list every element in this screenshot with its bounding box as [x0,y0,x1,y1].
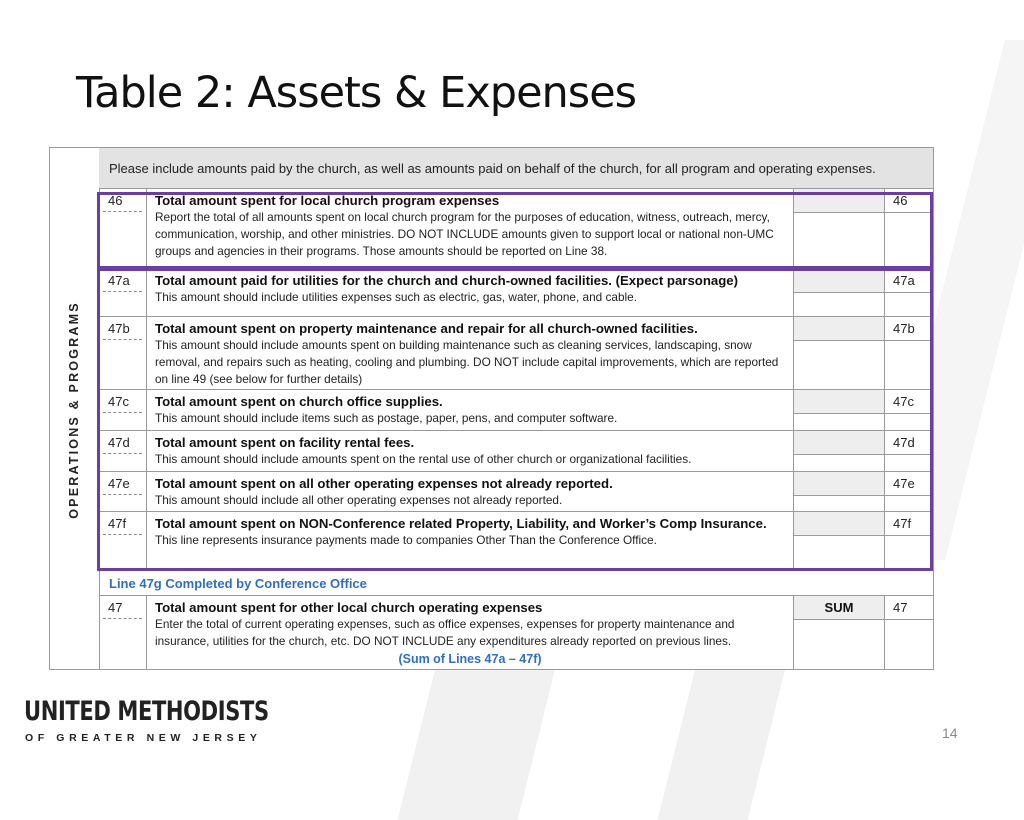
line-number-cell [885,472,933,511]
line-code-cell [99,596,147,669]
table-row [99,431,933,472]
line-number: 47e [885,472,933,496]
line-code: 47d [103,435,142,454]
description-cell [147,390,794,430]
table-row [99,472,933,512]
amount-cell[interactable] [794,596,885,669]
amount-field[interactable] [794,269,884,293]
expense-form-table [49,147,934,670]
row-body: This amount should include items such as postage, paper, pens, and computer software. [155,411,618,425]
side-column [50,148,100,669]
row-body: This amount should include utilities expenses such as electric, gas, water, phone, and cable. [155,290,637,304]
row-title: Total amount spent on church office supplies. [155,394,443,409]
logo-wordmark: UNITED METHODISTS [24,696,269,727]
line-number: 46 [885,189,933,213]
line-code-cell [99,317,147,389]
line-code: 47c [103,394,142,413]
row-body: Report the total of all amounts spent on local church program for the purposes of education, witness, outreach, mercy, communication, worship, and other ministries. DO NOT INCLUDE amounts given to support local or national non-UMC groups and agencies in their programs. Those amounts should be reported on Line 38. [155,210,774,258]
line-code: 47b [103,321,142,340]
table-row [99,596,933,669]
line-number: 47b [885,317,933,341]
line-code: 47e [103,476,142,495]
line-number-cell [885,596,933,669]
line-code-cell [99,431,147,471]
line-number: 47a [885,269,933,293]
description-cell [147,317,794,389]
line-number-cell [885,317,933,389]
conference-note: Line 47g Completed by Conference Office [99,571,933,596]
description-cell [147,512,794,570]
row-title: Total amount spent on all other operating expenses not already reported. [155,476,613,491]
line-number: 47c [885,390,933,414]
row-body: This amount should include amounts spent on building maintenance such as cleaning services, landscaping, snow removal, and repairs such as heating, cooling and plumbing. DO NOT include capital improvements, which are reported on line 49 (see below for further details) [155,338,779,386]
description-cell [147,269,794,316]
line-number: 47 [885,596,933,620]
line-number-cell [885,431,933,471]
line-number: 47d [885,431,933,455]
line-code: 46 [103,193,142,212]
amount-cell[interactable] [794,431,885,471]
amount-cell[interactable] [794,472,885,511]
line-code: 47 [103,600,142,619]
table-row [99,317,933,390]
row-title: Total amount spent for local church program expenses [155,193,500,208]
line-number-cell [885,512,933,570]
row-title: Total amount spent for other local church operating expenses [155,600,543,615]
line-code-cell [99,390,147,430]
form-intro: Please include amounts paid by the church, as well as amounts paid on behalf of the church, for all program and operating expenses. [99,148,933,189]
amount-field[interactable] [794,472,884,496]
row-title: Total amount spent on NON-Conference related Property, Liability, and Worker’s Comp Insurance. [155,516,767,531]
description-cell [147,189,794,268]
logo-subtitle: OF GREATER NEW JERSEY [25,732,262,744]
row-body: This amount should include all other operating expenses not already reported. [155,493,563,507]
row-body: This amount should include amounts spent on the rental use of other church or organizational facilities. [155,452,692,466]
table-row [99,390,933,431]
line-number: 47f [885,512,933,536]
amount-cell[interactable] [794,512,885,570]
row-title: Total amount spent on facility rental fees. [155,435,415,450]
row-body: This line represents insurance payments made to companies Other Than the Conference Office. [155,533,657,547]
table-row [99,512,933,571]
line-code-cell [99,269,147,316]
row-title: Total amount paid for utilities for the church and church-owned facilities. (Expect parsonage) [155,273,739,288]
table-row [99,189,933,269]
amount-cell[interactable] [794,189,885,268]
description-cell [147,472,794,511]
description-cell [147,596,794,669]
amount-cell[interactable] [794,390,885,430]
description-cell [147,431,794,471]
amount-field[interactable] [794,390,884,414]
side-label: OPERATIONS & PROGRAMS [67,301,81,519]
line-number-cell [885,390,933,430]
line-code: 47a [103,273,142,292]
amount-cell[interactable] [794,269,885,316]
amount-field[interactable] [794,317,884,341]
sum-note: (Sum of Lines 47a – 47f) [398,652,542,666]
amount-field[interactable] [794,189,884,213]
amount-cell[interactable] [794,317,885,389]
line-code-cell [99,512,147,570]
row-body: Enter the total of current operating expenses, such as office expenses, expenses for property maintenance and insurance, utilities for the church, etc. DO NOT INCLUDE any expenditures already reported on previous lines. [155,617,735,648]
page-number: 14 [942,725,958,741]
table-row [99,269,933,317]
line-number-cell [885,189,933,268]
line-code-cell [99,189,147,268]
sum-label: SUM [794,596,884,620]
line-code-cell [99,472,147,511]
amount-field[interactable] [794,431,884,455]
amount-field[interactable] [794,512,884,536]
line-number-cell [885,269,933,316]
line-code: 47f [103,516,142,535]
row-title: Total amount spent on property maintenance and repair for all church-owned facilities. [155,321,698,336]
slide-title: Table 2: Assets & Expenses [76,68,637,118]
